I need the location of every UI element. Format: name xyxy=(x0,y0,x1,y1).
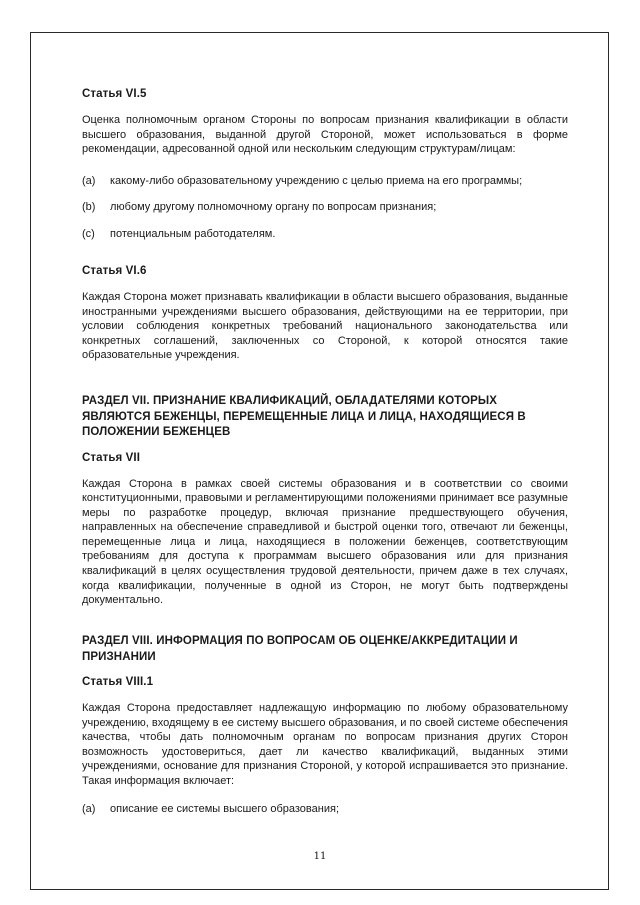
list-item-text: описание ее системы высшего образования; xyxy=(110,802,339,815)
article-vi6 xyxy=(82,264,568,363)
article-viii1-title: Статья VIII.1 xyxy=(82,676,154,688)
section-vii xyxy=(82,394,568,608)
page-number: 11 xyxy=(313,851,327,862)
list-item-label: (c) xyxy=(82,227,95,240)
list-item xyxy=(82,200,568,215)
list-item-label: (a) xyxy=(82,802,96,815)
article-vi6-text: Каждая Сторона может признавать квалификации в области высшего образования, выданные иностранными учреждениями высшего образования, действующими на ее территории, при условии соблюдения конкретных требований национального законодательства или конкретных соглашений, заключенных со Стороной, к которой относятся такие образовательные учреждения. xyxy=(82,291,568,362)
article-vii-title: Статья VII xyxy=(82,451,141,464)
article-vi5 xyxy=(82,87,568,242)
section-viii-title: РАЗДЕЛ VIII. ИНФОРМАЦИЯ ПО ВОПРОСАМ ОБ ОЦЕНКЕ/АККРЕДИТАЦИИ И ПРИЗНАНИИ xyxy=(82,635,518,663)
article-vi6-title: Статья VI.6 xyxy=(82,265,147,277)
article-vii-text: Каждая Сторона в рамках своей системы образования и в соответствии со своими конституционными, правовыми и регламентирующими положениями принимает все разумные меры по разработке процедур, включая признание предшествующего обучения, направленных на обеспечение справедливой и быстрой оценки того, отвечают ли беженцы, перемещенные лица и лица, находящиеся в положении беженцев, соответствующим требованиям для доступа к программам высшего образования или для признания квалификаций в целях осуществления трудовой деятельности, причем даже в тех случаях, когда квалификации, полученные в одной из Сторон, не могут быть подтверждены документально. xyxy=(82,477,568,607)
article-vi5-intro: Оценка полномочным органом Стороны по вопросам признания квалификации в области высшего образования, выданной другой Стороной, может использоваться в форме рекомендации, адресованной одной или нескольким следующим структурам/лицам: xyxy=(82,114,568,156)
list-item-text: любому другому полномочному органу по вопросам признания; xyxy=(110,201,437,214)
list-item xyxy=(82,174,568,189)
list-item-text: какому-либо образовательному учреждению с целью приема на его программы; xyxy=(110,174,523,187)
article-vi5-title: Статья VI.5 xyxy=(82,88,147,100)
list-item xyxy=(82,227,568,242)
section-vii-title: РАЗДЕЛ VII. ПРИЗНАНИЕ КВАЛИФИКАЦИЙ, ОБЛАДАТЕЛЯМИ КОТОРЫХ ЯВЛЯЮТСЯ БЕЖЕНЦЫ, ПЕРЕМЕЩЕННЫЕ ЛИЦА И ЛИЦА, НАХОДЯЩИЕСЯ В ПОЛОЖЕНИИ БЕЖЕНЦЕВ xyxy=(82,395,526,438)
section-viii xyxy=(82,634,568,816)
list-item-text: потенциальным работодателям. xyxy=(110,227,276,240)
list-item-label: (a) xyxy=(82,174,96,187)
list-item-label: (b) xyxy=(82,201,96,214)
list-item xyxy=(82,802,568,817)
article-viii1-text: Каждая Сторона предоставляет надлежащую информацию по любому образовательному учреждению, входящему в ее систему высшего образования, и по своей системе обеспечения качества, чтобы дать полномочным органам по вопросам признания других Сторон возможность удостовериться, дает ли качество квалификаций, выданных этими учреждениями, основание для признания Стороной, у которой испрашивается это признание. Такая информация включает: xyxy=(82,702,568,787)
